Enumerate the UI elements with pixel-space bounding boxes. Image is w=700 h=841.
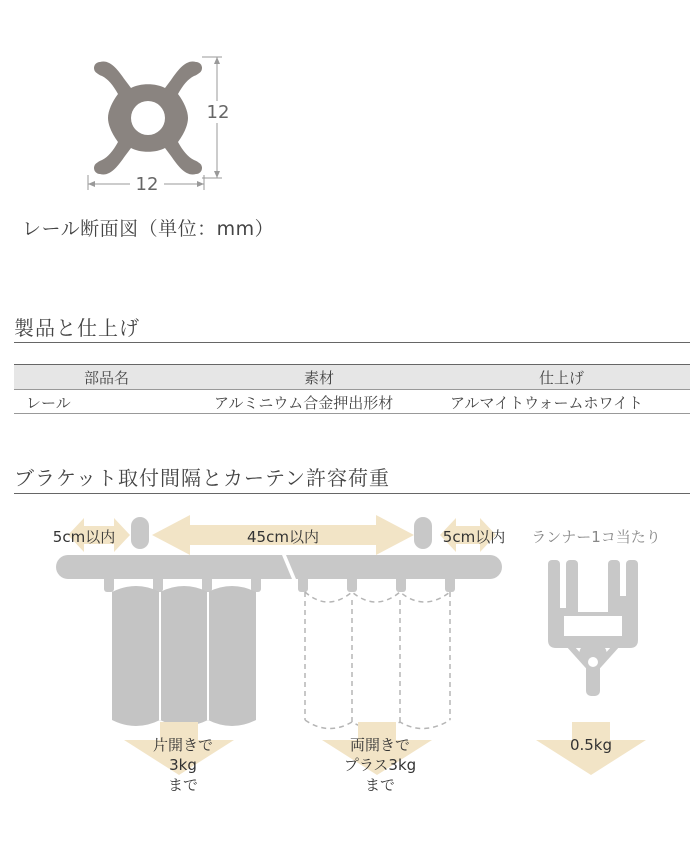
- double-open-line1: 両開きで: [349, 736, 411, 754]
- load-diagram: [0, 500, 700, 841]
- single-open-line1: 片開きで: [152, 736, 214, 754]
- cross-section-caption: レール断面図（単位：mm）: [22, 218, 275, 240]
- bracket-right: [414, 517, 432, 549]
- single-open-line2: 3kg: [169, 756, 197, 774]
- spec-table: [14, 364, 690, 414]
- runner-title: ランナー1コ当たり: [531, 528, 661, 546]
- right-clearance-label: 5cm以内: [442, 528, 506, 546]
- load-section-rule: [14, 493, 690, 494]
- spec-cell-part: レール: [26, 394, 71, 412]
- spec-header-part: 部品名: [84, 369, 130, 387]
- rail-profile-hole: [131, 101, 165, 135]
- dimension-horizontal-label: 12: [135, 174, 159, 195]
- load-section-title: ブラケット取付間隔とカーテン許容荷重: [14, 466, 390, 490]
- spec-table-bottom-rule: [14, 413, 690, 414]
- spec-section-rule: [14, 342, 690, 343]
- runner-detail-drawing: [548, 560, 638, 696]
- runner-load-label: 0.5kg: [569, 736, 613, 754]
- dimension-vertical-label: 12: [206, 102, 230, 123]
- rail-bar: [56, 555, 292, 579]
- double-open-curtain: [305, 592, 450, 729]
- spec-header-material: 素材: [304, 369, 335, 387]
- left-clearance-label: 5cm以内: [52, 528, 116, 546]
- spec-cell-finish: アルマイトウォームホワイト: [450, 394, 644, 412]
- rail-cross-section-drawing: [70, 45, 250, 205]
- double-open-line2: プラス3kg: [343, 756, 417, 774]
- spec-cell-material: アルミニウム合金押出形材: [214, 394, 394, 412]
- spec-section-title: 製品と仕上げ: [14, 316, 140, 340]
- double-open-line3: まで: [364, 776, 396, 794]
- bracket-spacing-label: 45cm以内: [247, 528, 319, 546]
- single-open-line3: まで: [167, 776, 199, 794]
- bracket-left: [131, 517, 149, 549]
- spec-header-finish: 仕上げ: [539, 369, 585, 387]
- single-open-curtain: [112, 586, 256, 726]
